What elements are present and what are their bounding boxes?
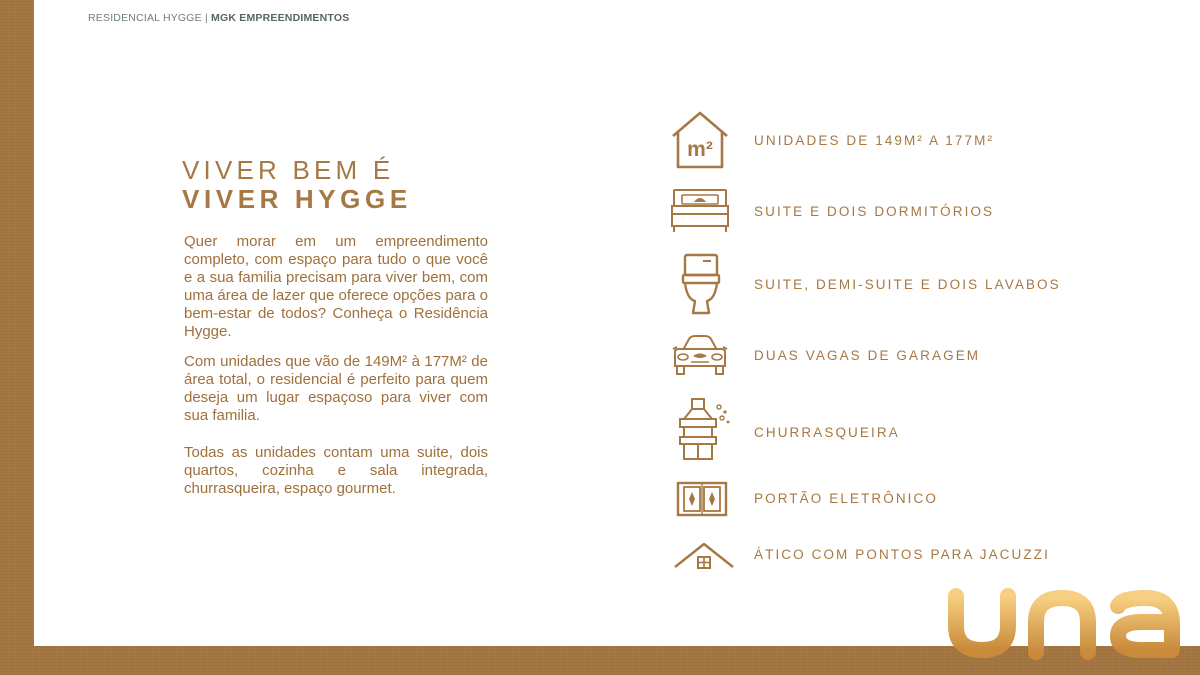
header-separator: | <box>201 12 212 24</box>
feature-label-attic: ÁTICO COM PONTOS PARA JACUZZI <box>754 547 1050 562</box>
heading-line-2: VIVER HYGGE <box>182 184 412 214</box>
barbecue-icon <box>670 397 734 461</box>
header-company: MGK EMPREENDIMENTOS <box>211 12 350 24</box>
house-m2-label: m² <box>687 138 713 161</box>
feature-label-units: UNIDADES DE 149M² A 177M² <box>754 133 995 148</box>
header <box>88 12 349 24</box>
feature-label-gate: PORTÃO ELETRÔNICO <box>754 491 938 506</box>
house-m2-icon <box>668 108 732 172</box>
feature-label-bathrooms: SUITE, DEMI-SUITE E DOIS LAVABOS <box>754 277 1061 292</box>
intro-paragraph: Quer morar em um empreendimento completo, com espaço para tudo o que você e a sua familia precisam para viver bem, com uma área de lazer que oferece opções para o bem-estar de todos? Conheça o Residência Hygge. <box>184 233 488 340</box>
toilet-icon <box>669 252 733 316</box>
bed-icon <box>668 179 732 243</box>
frame-left-border <box>0 0 34 675</box>
una-logo <box>946 588 1182 660</box>
attic-icon <box>672 522 736 586</box>
header-project: RESIDENCIAL HYGGE <box>88 12 202 24</box>
feature-label-barbecue: CHURRASQUEIRA <box>754 425 900 440</box>
car-icon <box>668 324 732 388</box>
units-paragraph: Com unidades que vão de 149M² à 177M² de área total, o residencial é perfeito para quem deseja um lugar espaçoso para viver com sua familia. <box>184 353 488 424</box>
feature-label-bedrooms: SUITE E DOIS DORMITÓRIOS <box>754 204 995 219</box>
heading-line-1: VIVER BEM É <box>182 155 395 185</box>
amenities-paragraph: Todas as unidades contam uma suite, dois quartos, cozinha e sala integrada, churrasqueira, espaço gourmet. <box>184 444 488 497</box>
feature-label-garage: DUAS VAGAS DE GARAGEM <box>754 348 981 363</box>
